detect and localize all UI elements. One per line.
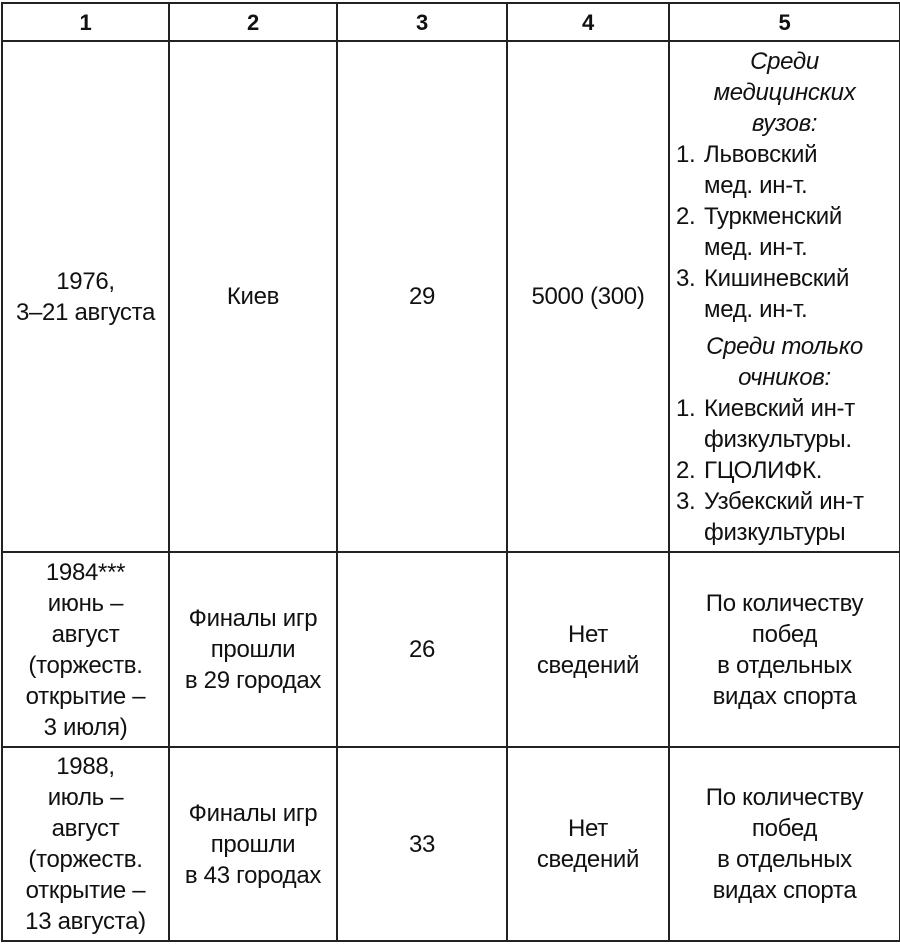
text-line: мед. ин-т. xyxy=(704,171,808,199)
text-line: видах спорта xyxy=(712,682,857,710)
text-line: сведений xyxy=(536,651,640,679)
ranking-section-medical xyxy=(676,46,893,325)
place-cell xyxy=(169,41,337,552)
ranking-cell xyxy=(669,41,900,552)
count-cell: 26 xyxy=(337,552,507,747)
place-cell xyxy=(169,747,337,941)
text-line: июль – xyxy=(47,784,124,811)
text-line: Киев xyxy=(226,283,280,310)
place-cell xyxy=(169,552,337,747)
text-line: Киевский ин-т xyxy=(704,394,855,422)
date-cell xyxy=(2,747,169,941)
text-line: мед. ин-т. xyxy=(704,295,808,323)
text-line: Финалы игр xyxy=(188,605,318,632)
text-line: прошли xyxy=(210,636,296,663)
text-line: Кишиневский xyxy=(704,264,850,292)
count-cell: 29 xyxy=(337,41,507,552)
text-line: По количеству xyxy=(705,589,864,617)
text-line: Финалы игр xyxy=(188,799,318,827)
text-line: (торжеств. xyxy=(28,651,143,679)
text-line: в отдельных xyxy=(717,651,852,679)
list-item xyxy=(676,263,893,325)
text-line: сведений xyxy=(536,846,640,873)
list-number: 2. xyxy=(676,202,696,230)
table-row xyxy=(2,552,900,747)
list-number: 1. xyxy=(676,394,696,422)
date-cell xyxy=(2,41,169,552)
text-line: (торжеств. xyxy=(28,846,143,873)
text-line: открытие – xyxy=(25,682,146,710)
text-line: 3 июля) xyxy=(43,713,128,741)
text-line: Нет xyxy=(568,620,608,648)
text-line: 1976, xyxy=(56,267,115,295)
participants-cell xyxy=(507,41,669,552)
section-heading: очников: xyxy=(738,363,831,391)
text-line: 1984*** xyxy=(45,558,126,586)
list-item xyxy=(676,393,893,455)
section-heading: вузов: xyxy=(751,109,818,137)
section-heading: медицинских xyxy=(713,78,856,106)
text-line: побед xyxy=(751,815,818,842)
text-line: 5000 (300) xyxy=(531,283,645,310)
participants-cell xyxy=(507,747,669,941)
header-cell-1: 1 xyxy=(2,3,169,41)
data-table xyxy=(1,2,900,942)
ranking-section-fulltime xyxy=(676,331,893,548)
text-line: физкультуры xyxy=(704,518,846,546)
table-row xyxy=(2,41,900,552)
text-line: 3–21 августа xyxy=(15,298,156,326)
header-cell-5: 5 xyxy=(669,3,900,41)
list-item xyxy=(676,486,893,548)
text-line: открытие – xyxy=(25,877,146,904)
list-item xyxy=(676,139,893,201)
header-cell-2: 2 xyxy=(169,3,337,41)
table-row xyxy=(2,747,900,941)
text-line: мед. ин-т. xyxy=(704,233,808,261)
list-number: 2. xyxy=(676,456,696,484)
text-line: физкультуры. xyxy=(704,425,852,453)
text-line: в отдельных xyxy=(717,846,852,873)
ranking-cell xyxy=(669,552,900,747)
count-cell: 33 xyxy=(337,747,507,941)
list-item xyxy=(676,455,893,486)
text-line: Львовский xyxy=(704,140,818,168)
participants-cell xyxy=(507,552,669,747)
header-cell-4: 4 xyxy=(507,3,669,41)
text-line: По количеству xyxy=(705,784,864,811)
text-line: видах спорта xyxy=(712,877,857,904)
list-number: 1. xyxy=(676,140,696,168)
text-line: 13 августа) xyxy=(25,908,146,935)
date-cell xyxy=(2,552,169,747)
text-line: 1988, xyxy=(56,753,115,780)
text-line: август xyxy=(51,620,120,648)
text-line: в 43 городах xyxy=(184,861,322,889)
list-item xyxy=(676,201,893,263)
section-heading: Среди xyxy=(750,47,819,75)
list-number: 3. xyxy=(676,487,696,515)
ranking-cell xyxy=(669,747,900,941)
text-line: Узбекский ин-т xyxy=(704,487,864,515)
text-line: Нет xyxy=(568,815,608,842)
header-row xyxy=(2,3,900,41)
text-line: июнь – xyxy=(47,589,124,617)
text-line: в 29 городах xyxy=(184,667,322,694)
text-line: Туркменский xyxy=(704,202,843,230)
text-line: ГЦОЛИФК. xyxy=(704,456,823,484)
header-cell-3: 3 xyxy=(337,3,507,41)
text-line: прошли xyxy=(210,830,296,858)
text-line: побед xyxy=(751,620,818,648)
section-heading: Среди только xyxy=(706,332,863,360)
text-line: август xyxy=(51,815,120,842)
list-number: 3. xyxy=(676,264,696,292)
